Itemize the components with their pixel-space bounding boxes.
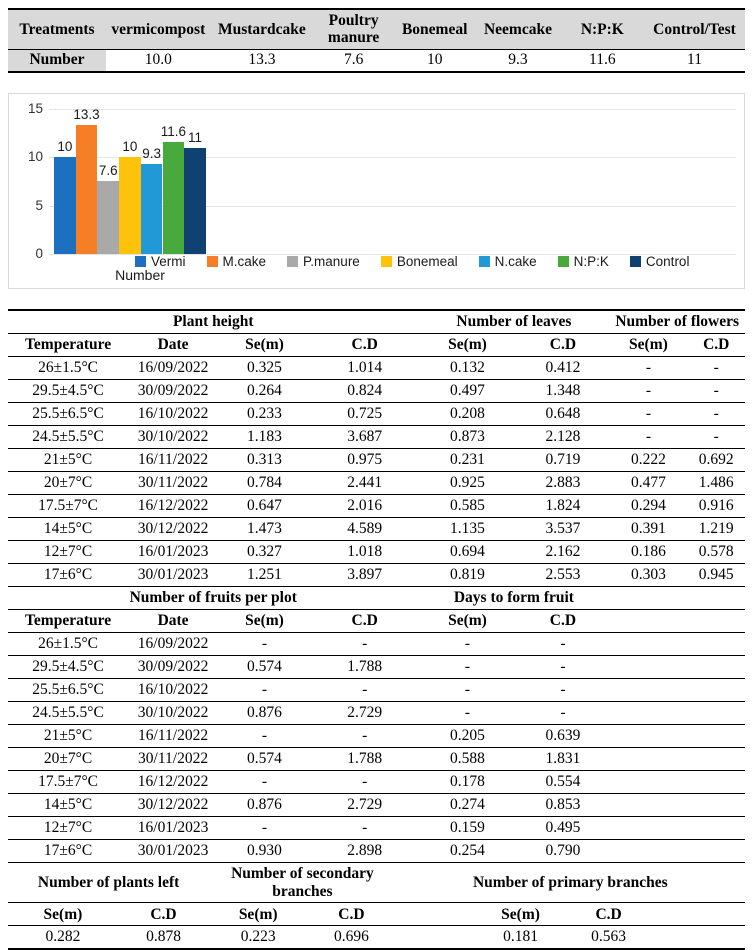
column-header-cell: C.D (150, 905, 177, 923)
column-header-cell: C.D (595, 905, 622, 923)
data-cell: - (464, 703, 471, 721)
data-cell: - (261, 680, 268, 698)
data-cell: 17.5±7°C (38, 772, 99, 790)
data-cell: 12±7°C (43, 818, 93, 836)
data-cell: 0.876 (247, 703, 282, 721)
data-cell: 16/12/2022 (137, 772, 209, 790)
empty-cell (609, 724, 687, 747)
legend-item-M.cake (207, 254, 267, 269)
data-cell: 2.553 (545, 565, 581, 583)
data-cell: 0.554 (545, 772, 581, 790)
treatments-header-cell: Bonemeal (394, 9, 475, 49)
data-cell: 0.925 (450, 473, 485, 491)
data-cell: 0.784 (247, 473, 282, 491)
column-header-cell: Se(m) (501, 905, 540, 923)
column-header-cell: C.D (549, 335, 577, 353)
empty-cell (609, 839, 687, 862)
data-cell: 0.873 (450, 427, 485, 445)
data-cell: - (560, 657, 566, 675)
column-header-cell: Se(m) (245, 335, 284, 353)
bar-M.cake (76, 125, 98, 254)
bar-value-label: 10 (122, 139, 138, 155)
data-cell: - (713, 358, 719, 376)
treatments-header-cell: Mustardcake (211, 9, 313, 49)
table-row (8, 655, 745, 678)
bar-P.manure (97, 181, 119, 254)
data-cell: 1.183 (247, 427, 282, 445)
column-header-cell: Se(m) (629, 335, 668, 353)
data-cell: 1.788 (347, 657, 383, 675)
data-cell: 0.222 (630, 450, 666, 468)
data-cell: 0.391 (630, 519, 666, 537)
bar-Control (184, 148, 206, 254)
data-cell: 16/01/2023 (137, 542, 209, 560)
treatments-header-cell: Neemcake (475, 9, 560, 49)
data-cell: 24.5±5.5°C (32, 427, 104, 445)
bar-value-label: 11 (188, 129, 203, 145)
legend-swatch-icon (558, 256, 569, 267)
section3-column-header-row (8, 903, 745, 926)
data-cell: 20±7°C (43, 473, 93, 491)
treatments-header-cell: vermicompost (106, 9, 211, 49)
bar-value-label: 13.3 (73, 107, 100, 123)
data-cell: 0.930 (247, 841, 282, 859)
data-cell: 1.251 (247, 565, 282, 583)
bar-Vermi (54, 157, 76, 254)
data-cell: - (713, 427, 719, 445)
data-cell: 0.205 (450, 726, 485, 744)
data-cell: 0.233 (247, 404, 282, 422)
data-cell: 0.639 (545, 726, 581, 744)
table-row (8, 701, 745, 724)
data-cell: 0.282 (45, 928, 81, 946)
data-cell: 0.853 (545, 795, 581, 813)
bar-value-label: 7.6 (98, 162, 118, 178)
bar-value-label: 11.6 (160, 123, 186, 139)
data-cell: 0.975 (347, 450, 383, 468)
table-row (8, 517, 745, 540)
data-cell: 0.916 (698, 496, 734, 514)
legend-label: Vermi (151, 254, 186, 269)
column-header-cell: C.D (703, 335, 730, 353)
treatments-table (8, 8, 745, 73)
data-cell: 0.132 (450, 358, 485, 376)
empty-cell (609, 747, 687, 770)
chart-gridline (49, 109, 736, 110)
bar-N.cake (141, 164, 163, 254)
data-cell: 1.219 (698, 519, 734, 537)
data-cell: 2.729 (347, 795, 383, 813)
legend-swatch-icon (381, 256, 392, 267)
data-cell: 0.178 (450, 772, 485, 790)
data-cell: 30/01/2023 (137, 841, 209, 859)
data-cell: 16/11/2022 (138, 450, 209, 468)
data-cell: 30/09/2022 (137, 657, 209, 675)
data-cell: 14±5°C (43, 795, 93, 813)
table-row (8, 402, 745, 425)
empty-cell (609, 770, 687, 793)
data-cell: 0.563 (591, 928, 627, 946)
data-cell: 0.412 (545, 358, 581, 376)
column-header-cell: Se(m) (448, 335, 487, 353)
data-cell: 0.159 (450, 818, 485, 836)
table-row (8, 448, 745, 471)
section1-column-header-row (8, 333, 745, 356)
data-cell: 0.648 (545, 404, 581, 422)
data-cell: 12±7°C (43, 542, 93, 560)
data-cell: - (261, 818, 268, 836)
group-header-cell: Number of fruits per plot (129, 588, 297, 606)
data-cell: 1.831 (545, 749, 581, 767)
data-cell: 30/09/2022 (137, 381, 209, 399)
empty-cell (609, 609, 687, 632)
data-cell: 21±5°C (43, 726, 93, 744)
bar-value-label: 10 (57, 139, 73, 155)
data-cell: - (645, 381, 651, 399)
data-cell: - (560, 703, 566, 721)
group-header-cell (609, 586, 745, 609)
column-header-cell: Se(m) (43, 905, 83, 923)
data-cell: 2.016 (347, 496, 383, 514)
group-header-cell: Number of leaves (456, 313, 572, 330)
branches-table (8, 863, 745, 950)
data-cell: 0.223 (240, 928, 276, 946)
data-cell: 0.719 (545, 450, 581, 468)
data-cell: 0.819 (450, 565, 485, 583)
data-cell: 21±5°C (43, 450, 93, 468)
table-row (8, 425, 745, 448)
data-cell: - (464, 634, 471, 652)
data-cell: 25.5±6.5°C (32, 404, 104, 422)
data-cell: 0.578 (698, 542, 734, 560)
group-header-cell: Days to form fruit (453, 588, 574, 606)
column-header-cell: Date (157, 335, 189, 353)
data-cell: 26±1.5°C (38, 358, 99, 376)
data-cell: 2.898 (347, 841, 383, 859)
data-cell: 3.537 (545, 519, 581, 537)
treatments-header-cell: N:P:K (561, 9, 644, 49)
column-header-cell: Se(m) (448, 611, 487, 629)
data-cell: 0.497 (450, 381, 485, 399)
bar-value-label: 9.3 (142, 146, 162, 162)
empty-cell (687, 701, 745, 724)
data-cell: 0.313 (247, 450, 282, 468)
legend-label: Control (645, 254, 690, 269)
table-row (8, 632, 745, 655)
table-row (8, 540, 745, 563)
data-cell: 0.294 (630, 496, 666, 514)
data-cell: 17±6°C (43, 841, 93, 859)
data-cell: 0.647 (247, 496, 282, 514)
data-cell: 29.5±4.5°C (32, 381, 104, 399)
legend-swatch-icon (287, 256, 298, 267)
legend-item-Control (630, 254, 690, 269)
data-cell: 0.208 (450, 404, 485, 422)
data-cell: 30/11/2022 (138, 473, 209, 491)
data-cell: - (560, 634, 566, 652)
data-cell: 16/01/2023 (137, 818, 209, 836)
data-cell: - (560, 680, 566, 698)
data-cell: - (362, 680, 368, 698)
data-cell: 16/10/2022 (137, 680, 209, 698)
data-cell: 0.181 (503, 928, 538, 946)
data-cell: 0.878 (146, 928, 181, 946)
number-row-label: Number (8, 49, 106, 72)
data-cell: 20±7°C (43, 749, 93, 767)
data-cell: 2.162 (545, 542, 581, 560)
data-cell: 2.128 (545, 427, 581, 445)
bar-N:P:K (163, 142, 185, 254)
data-cell: 0.694 (450, 542, 485, 560)
data-cell: 1.018 (347, 542, 383, 560)
data-cell: 0.945 (698, 565, 734, 583)
legend-swatch-icon (479, 256, 490, 267)
table-row (8, 678, 745, 701)
data-cell: 17±6°C (43, 565, 93, 583)
empty-cell (645, 903, 745, 926)
empty-cell (645, 926, 745, 949)
bar-chart-figure (8, 93, 745, 289)
data-cell: - (261, 772, 268, 790)
treatments-header-row (8, 9, 745, 49)
data-cell: 2.883 (545, 473, 581, 491)
data-cell: - (362, 634, 368, 652)
group-header-cell: Number of primary branches (472, 873, 668, 891)
column-header-cell: Temperature (25, 335, 112, 353)
data-cell: 0.876 (247, 795, 282, 813)
group-header-cell: Number of secondary branches (231, 864, 374, 900)
data-cell: 1.788 (347, 749, 383, 767)
table-row (8, 356, 745, 379)
data-cell: 0.574 (247, 657, 282, 675)
data-cell: - (261, 634, 268, 652)
y-axis-tick-label: 10 (27, 149, 43, 165)
number-value-cell: 7.6 (313, 49, 394, 72)
data-cell: - (464, 657, 471, 675)
number-value-cell: 13.3 (211, 49, 313, 72)
legend-swatch-icon (630, 256, 641, 267)
number-value-cell: 11.6 (561, 49, 644, 72)
legend-label: N.cake (494, 254, 537, 269)
group-header-cell: Plant height (172, 313, 254, 330)
legend-swatch-icon (207, 256, 218, 267)
data-cell: 16/11/2022 (138, 726, 209, 744)
data-cell: - (464, 680, 471, 698)
data-cell: 16/09/2022 (137, 358, 209, 376)
data-cell: 0.274 (450, 795, 485, 813)
data-cell: 30/01/2023 (137, 565, 209, 583)
legend-item-P.manure (287, 254, 360, 269)
empty-cell (687, 678, 745, 701)
empty-cell (687, 770, 745, 793)
empty-cell (687, 839, 745, 862)
data-cell: - (261, 726, 268, 744)
legend-item-Bonemeal (381, 254, 458, 269)
data-cell: 3.897 (347, 565, 383, 583)
treatments-header-cell: Control/Test (644, 9, 745, 49)
data-cell: 1.824 (545, 496, 581, 514)
empty-cell (687, 655, 745, 678)
section3-value-row (8, 926, 745, 949)
data-cell: 16/09/2022 (137, 634, 209, 652)
data-cell: 29.5±4.5°C (32, 657, 104, 675)
table-row (8, 563, 745, 586)
data-cell: 1.014 (347, 358, 383, 376)
data-cell: 3.687 (347, 427, 383, 445)
group-header-cell: Number of flowers (615, 313, 740, 330)
empty-cell (609, 816, 687, 839)
number-value-cell: 10.0 (106, 49, 211, 72)
empty-cell (687, 632, 745, 655)
data-cell: 0.696 (333, 928, 369, 946)
legend-item-N.cake (479, 254, 537, 269)
table-row (8, 724, 745, 747)
table-row (8, 793, 745, 816)
section1-group-header-row (8, 310, 745, 333)
data-cell: - (645, 358, 651, 376)
legend-label: M.cake (222, 254, 267, 269)
treatments-header-cell: Poultry manure (313, 9, 394, 49)
data-cell: 30/12/2022 (137, 795, 209, 813)
table-row (8, 471, 745, 494)
empty-cell (687, 793, 745, 816)
data-cell: 0.186 (630, 542, 666, 560)
data-cell: 0.824 (347, 381, 383, 399)
number-value-cell: 11 (644, 49, 745, 72)
column-header-cell: Temperature (25, 611, 112, 629)
data-cell: 0.725 (347, 404, 383, 422)
data-cell: 2.729 (347, 703, 383, 721)
data-cell: 0.477 (630, 473, 666, 491)
column-header-cell: C.D (338, 905, 365, 923)
data-cell: 16/10/2022 (137, 404, 209, 422)
data-cell: 1.486 (698, 473, 734, 491)
treatments-header-cell: Treatments (8, 9, 106, 49)
number-value-cell: 9.3 (475, 49, 560, 72)
group-header-cell: Number of plants left (37, 873, 180, 891)
legend-swatch-icon (135, 256, 146, 267)
bar-Bonemeal (119, 157, 141, 254)
empty-cell (687, 609, 745, 632)
data-cell: 30/10/2022 (137, 703, 209, 721)
data-cell: 0.325 (247, 358, 282, 376)
data-cell: - (362, 772, 368, 790)
data-cell: 30/10/2022 (137, 427, 209, 445)
section3-group-header-row (8, 863, 745, 903)
empty-cell (687, 816, 745, 839)
data-cell: 2.441 (347, 473, 383, 491)
data-cell: 0.692 (698, 450, 734, 468)
data-cell: - (362, 726, 368, 744)
treatments-number-row (8, 49, 745, 72)
table-row (8, 379, 745, 402)
data-cell: 24.5±5.5°C (32, 703, 104, 721)
data-cell: - (645, 404, 651, 422)
data-cell: 0.495 (545, 818, 581, 836)
column-header-cell: C.D (549, 611, 577, 629)
data-cell: 1.473 (247, 519, 282, 537)
data-cell: 0.585 (450, 496, 485, 514)
column-header-cell: Se(m) (245, 611, 284, 629)
data-cell: - (645, 427, 651, 445)
empty-cell (609, 632, 687, 655)
data-cell: 0.588 (450, 749, 485, 767)
table-row (8, 494, 745, 517)
table-row (8, 770, 745, 793)
data-cell: 16/12/2022 (137, 496, 209, 514)
section2-group-header-row (8, 586, 745, 609)
y-axis-tick-label: 5 (35, 197, 43, 213)
table-row (8, 816, 745, 839)
data-cell: 25.5±6.5°C (32, 680, 104, 698)
number-value-cell: 10 (394, 49, 475, 72)
chart-legend (135, 254, 689, 269)
column-header-cell: Se(m) (238, 905, 278, 923)
y-axis-tick-label: 0 (35, 246, 43, 261)
data-cell: 0.254 (450, 841, 485, 859)
data-cell: 0.327 (247, 542, 282, 560)
data-cell: 0.303 (630, 565, 666, 583)
measurements-table (8, 309, 745, 863)
empty-cell (687, 724, 745, 747)
legend-label: P.manure (303, 254, 360, 269)
data-cell: 0.574 (247, 749, 282, 767)
data-cell: - (713, 404, 719, 422)
chart-x-axis-label: Number (115, 267, 165, 283)
empty-cell (609, 701, 687, 724)
data-cell: 0.790 (545, 841, 581, 859)
data-cell: 30/12/2022 (137, 519, 209, 537)
data-cell: 0.231 (450, 450, 485, 468)
empty-cell (609, 655, 687, 678)
data-cell: 1.348 (545, 381, 581, 399)
empty-cell (687, 747, 745, 770)
empty-cell (609, 793, 687, 816)
data-cell: 17.5±7°C (38, 496, 99, 514)
table-row (8, 747, 745, 770)
data-cell: 30/11/2022 (138, 749, 209, 767)
data-cell: 4.589 (347, 519, 383, 537)
data-cell: 14±5°C (43, 519, 93, 537)
data-cell: - (362, 818, 368, 836)
column-header-cell: C.D (351, 335, 378, 353)
data-cell: - (713, 381, 719, 399)
data-cell: 1.135 (450, 519, 485, 537)
section2-column-header-row (8, 609, 745, 632)
data-cell: 26±1.5°C (38, 634, 99, 652)
column-header-cell: C.D (351, 611, 378, 629)
empty-cell (396, 903, 470, 926)
legend-label: N:P:K (573, 254, 609, 269)
legend-item-N:P:K (558, 254, 609, 269)
empty-cell (396, 926, 470, 949)
table-row (8, 839, 745, 862)
column-header-cell: Date (157, 611, 189, 629)
legend-label: Bonemeal (396, 254, 458, 269)
data-cell: 0.264 (247, 381, 282, 399)
y-axis-tick-label: 15 (27, 101, 43, 116)
empty-cell (609, 678, 687, 701)
